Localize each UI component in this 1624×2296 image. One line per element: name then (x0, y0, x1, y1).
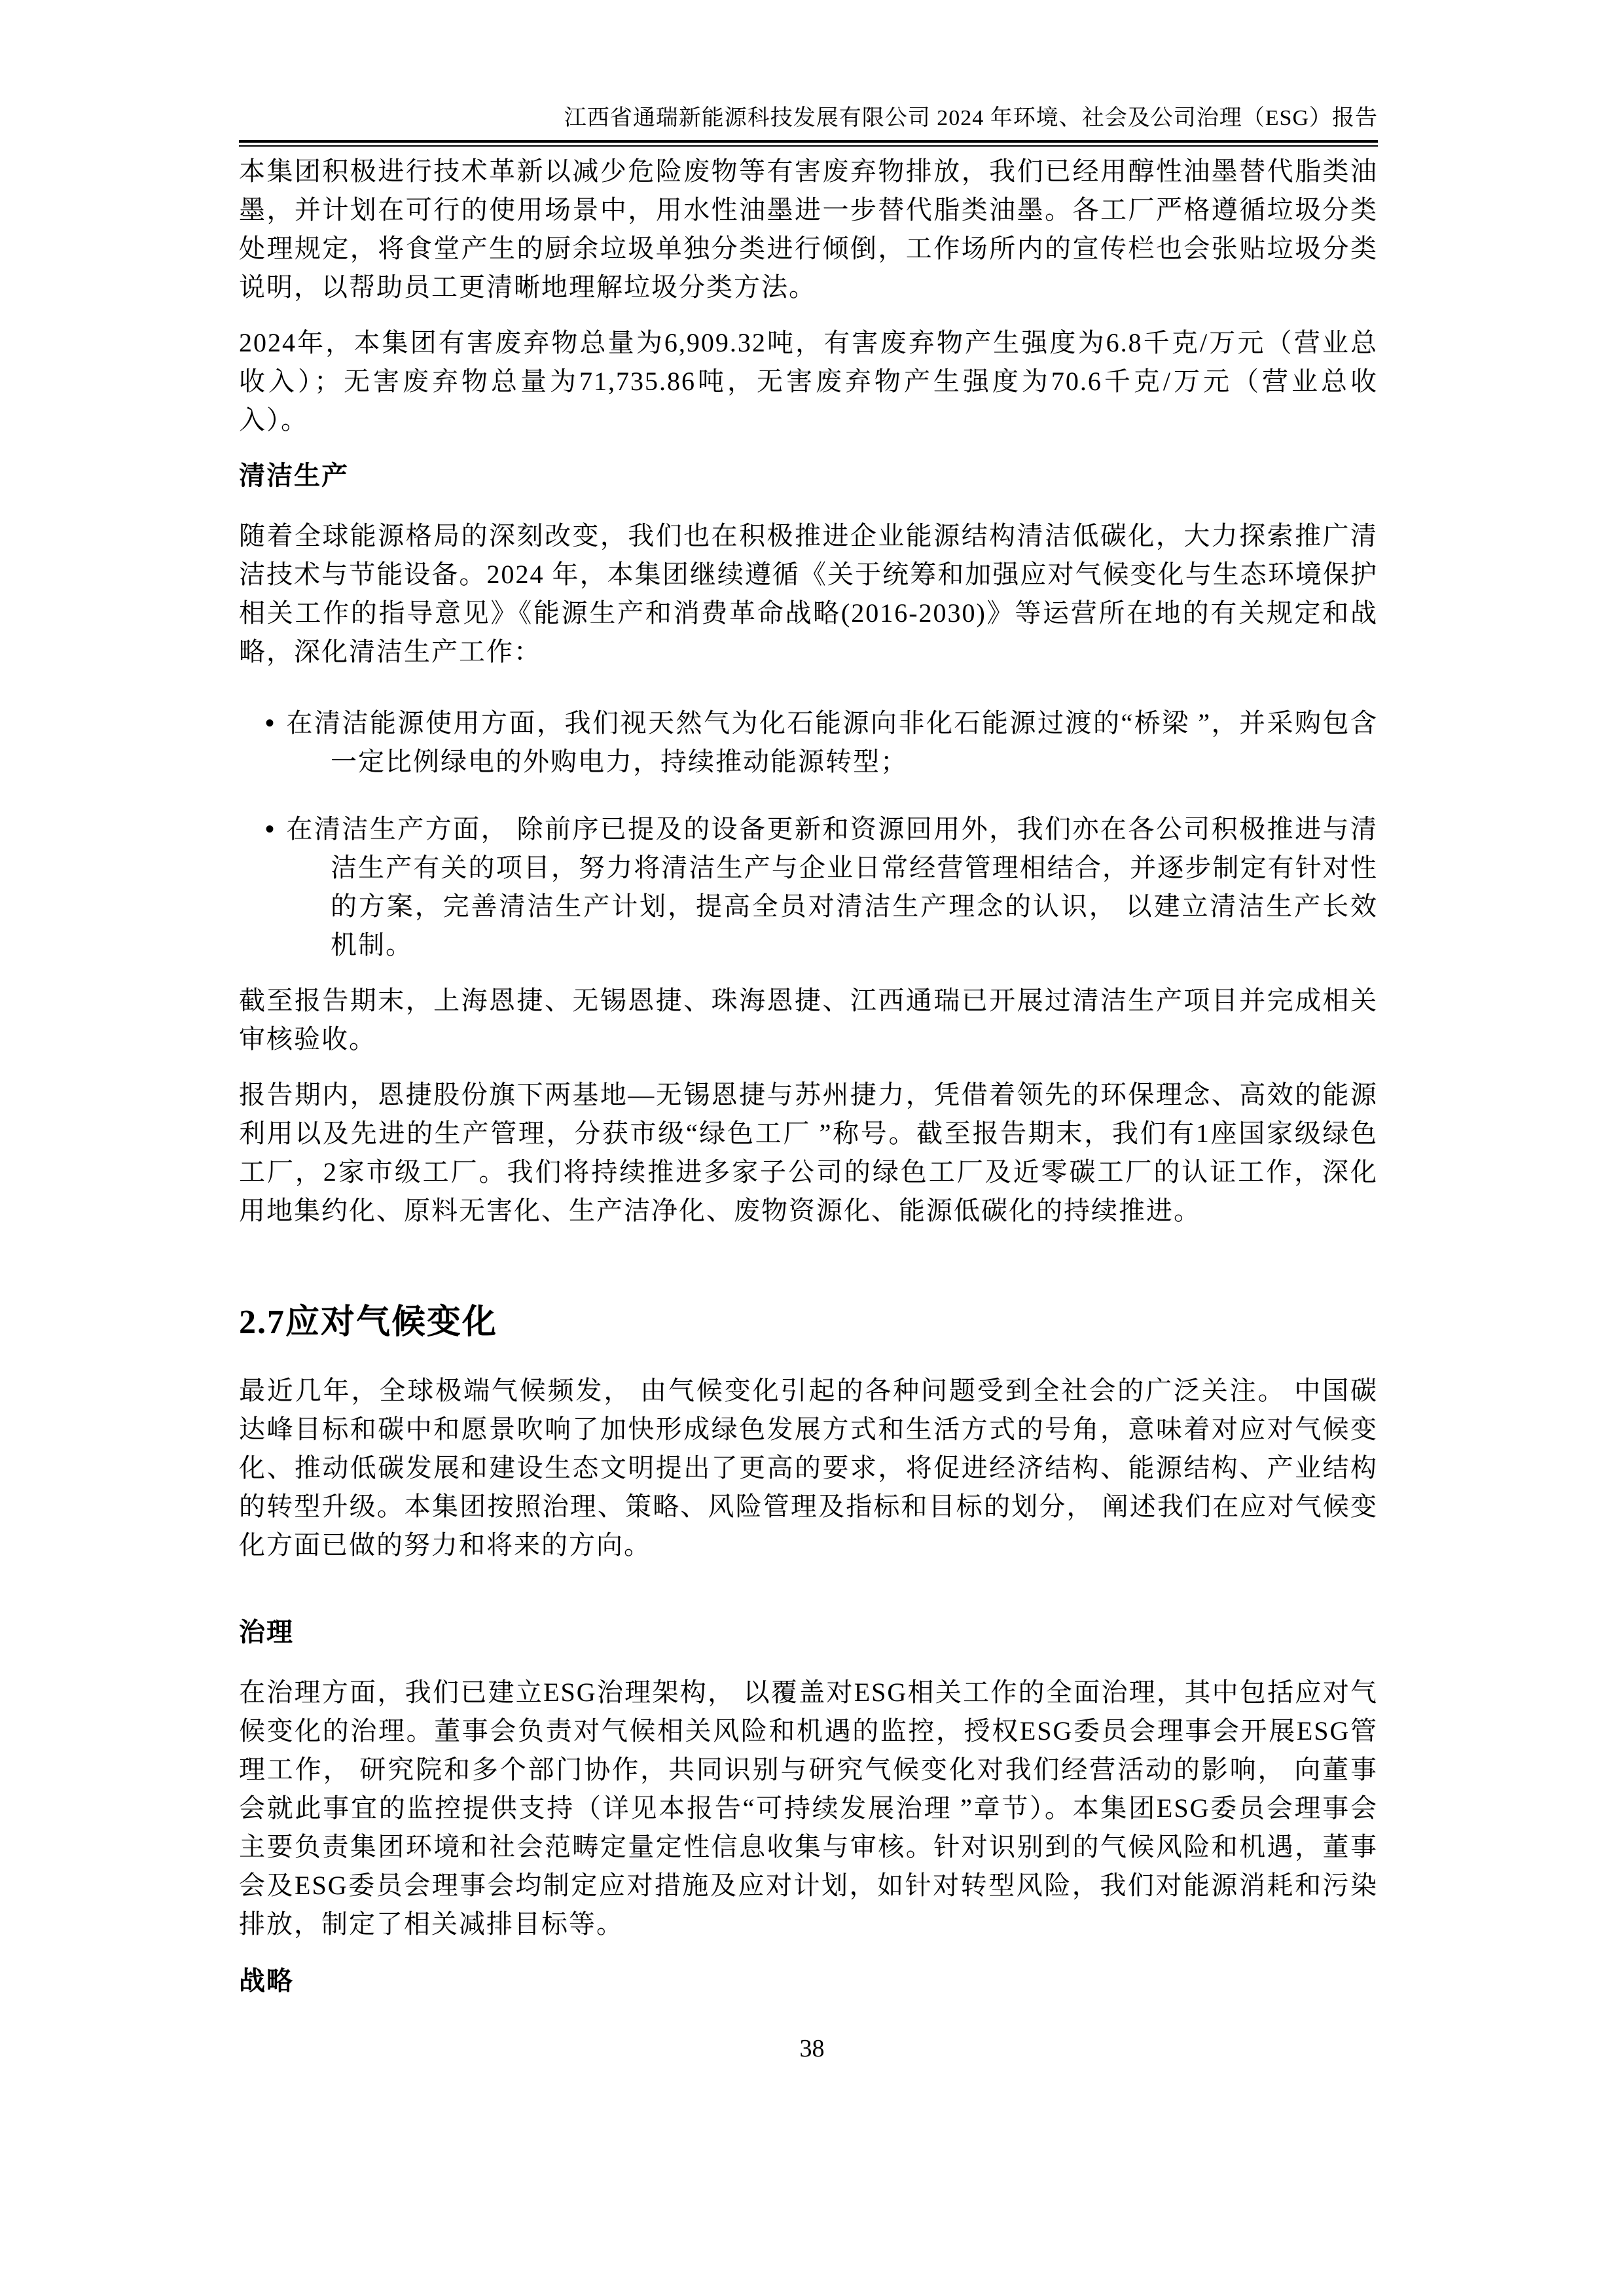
clean-production-bullet-list (239, 704, 1378, 964)
paragraph-climate-intro: 最近几年，全球极端气候频发， 由气候变化引起的各种问题受到全社会的广泛关注。 中国碳达峰目标和碳中和愿景吹响了加快形成绿色发展方式和生活方式的号角，意味着对应对气候变化、推动低碳发展和建设生态文明提出了更高的要求，将促进经济结构、能源结构、产业结构的转型升级。本集团按照治理、策略、风险管理及指标和目标的划分， 阐述我们在应对气候变化方面已做的努力和将来的方向。 (239, 1376, 1378, 1560)
report-body (239, 152, 1378, 1997)
page-number: 38 (799, 2035, 825, 2062)
paragraph-green-factory: 报告期内，恩捷股份旗下两基地—无锡恩捷与苏州捷力，凭借着领先的环保理念、高效的能源利用以及先进的生产管理，分获市级“绿色工厂 ”称号。截至报告期末，我们有1座国家级绿色工厂，2家市级工厂。我们将持续推进多家子公司的绿色工厂及近零碳工厂的认证工作，深化用地集约化、原料无害化、生产洁净化、废物资源化、能源低碳化的持续推进。 (239, 1080, 1378, 1225)
heading-strategy: 战略 (239, 1966, 294, 1996)
paragraph-waste-data: 2024年，本集团有害废弃物总量为6,909.32吨，有害废弃物产生强度为6.8千克/万元（营业总收入）；无害废弃物总量为71,735.86吨，无害废弃物产生强度为70.6千克/万元（营业总收入）。 (239, 328, 1378, 435)
heading-governance: 治理 (239, 1617, 294, 1647)
paragraph-energy-intro: 随着全球能源格局的深刻改变，我们也在积极推进企业能源结构清洁低碳化，大力探索推广清洁技术与节能设备。2024 年，本集团继续遵循《关于统筹和加强应对气候变化与生态环境保护相关工作的指导意见》《能源生产和消费革命战略(2016-2030)》等运营所在地的有关规定和战略，深化清洁生产工作： (239, 521, 1378, 666)
header-divider (239, 140, 1378, 147)
report-header-title: 江西省通瑞新能源科技发展有限公司 2024 年环境、社会及公司治理（ESG）报告 (564, 106, 1378, 130)
heading-clean-production: 清洁生产 (239, 461, 349, 490)
bullet-clean-energy: • 在清洁能源使用方面，我们视天然气为化石能源向非化石能源过渡的“桥梁 ”，并采购包含一定比例绿电的外购电力，持续推动能源转型； (239, 704, 1378, 781)
heading-climate-change: 2.7应对气候变化 (239, 1304, 498, 1341)
bullet-clean-production: • 在清洁生产方面， 除前序已提及的设备更新和资源回用外，我们亦在各公司积极推进与清洁生产有关的项目，努力将清洁生产与企业日常经营管理相结合，并逐步制定有针对性的方案，完善清洁生产计划，提高全员对清洁生产理念的认识， 以建立清洁生产长效机制。 (239, 810, 1378, 964)
paragraph-governance: 在治理方面，我们已建立ESG治理架构， 以覆盖对ESG相关工作的全面治理，其中包括应对气候变化的治理。董事会负责对气候相关风险和机遇的监控，授权ESG委员会理事会开展ESG管理工作， 研究院和多个部门协作，共同识别与研究气候变化对我们经营活动的影响， 向董事会就此事宜的监控提供支持（详见本报告“可持续发展治理 ”章节）。本集团ESG委员会理事会主要负责集团环境和社会范畴定量定性信息收集与审核。针对识别到的气候风险和机遇，董事会及ESG委员会理事会均制定应对措施及应对计划，如针对转型风险，我们对能源消耗和污染排放，制定了相关减排目标等。 (239, 1677, 1378, 1939)
paragraph-audit-acceptance: 截至报告期末，上海恩捷、无锡恩捷、珠海恩捷、江西通瑞已开展过清洁生产项目并完成相关审核验收。 (239, 986, 1378, 1054)
paragraph-waste-reduction: 本集团积极进行技术革新以减少危险废物等有害废弃物排放，我们已经用醇性油墨替代脂类油墨，并计划在可行的使用场景中，用水性油墨进一步替代脂类油墨。各工厂严格遵循垃圾分类处理规定，将食堂产生的厨余垃圾单独分类进行倾倒，工作场所内的宣传栏也会张贴垃圾分类说明，以帮助员工更清晰地理解垃圾分类方法。 (239, 156, 1378, 302)
